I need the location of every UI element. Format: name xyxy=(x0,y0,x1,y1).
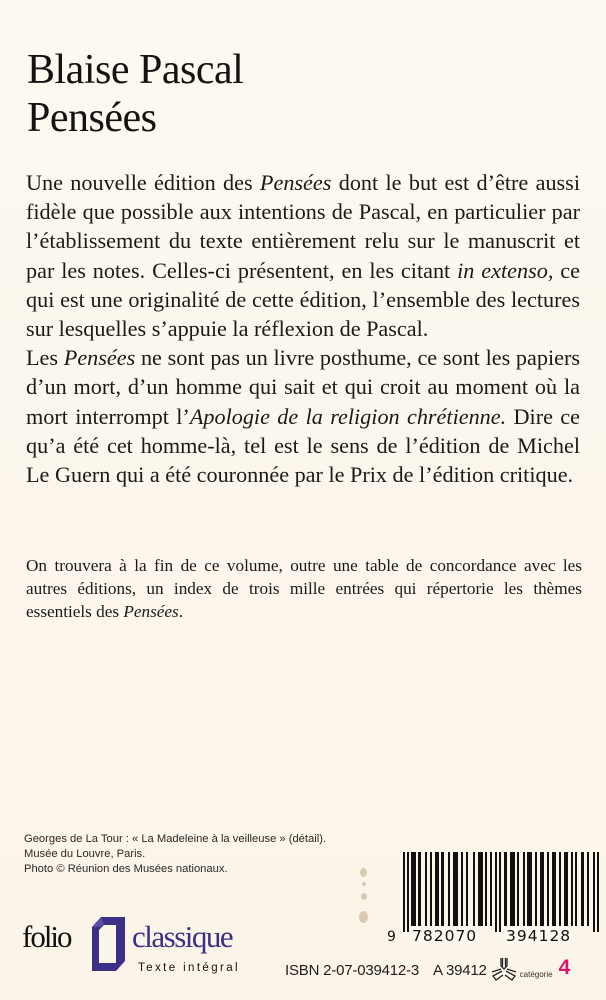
barcode-group-1: 782070 xyxy=(412,927,478,945)
text: . xyxy=(178,602,184,621)
open-books-icon xyxy=(489,957,519,983)
catalog-code: A 39412 xyxy=(433,961,487,979)
blurb xyxy=(26,168,580,489)
italic-title: Pensées xyxy=(259,170,332,195)
italic-phrase: in extenso, xyxy=(457,257,554,283)
barcode-bars xyxy=(403,852,599,932)
blurb-paragraph-1 xyxy=(26,168,580,343)
folio-book-mark-icon xyxy=(89,917,129,971)
text: ce qui est une originalité de cette édition, l’ensemble des lectures sur lesquelles s’appuie la réflexion de Pascal. xyxy=(26,257,580,342)
isbn: ISBN 2-07-039412-3 xyxy=(285,961,419,979)
barcode-first-digit: 9 xyxy=(387,929,396,945)
italic-title: Pensées xyxy=(63,345,136,371)
barcode xyxy=(387,852,599,945)
blurb-paragraph-2 xyxy=(26,343,580,489)
text: Une nouvelle édition des xyxy=(26,170,260,195)
paper-stain xyxy=(358,868,370,930)
title-block xyxy=(27,46,243,142)
cover-credits xyxy=(24,832,326,877)
logo-classique-text: classique xyxy=(132,919,233,954)
barcode-group-2: 394128 xyxy=(506,927,572,945)
text: Les xyxy=(26,345,64,371)
folio-classique-logo xyxy=(22,917,252,979)
category-number: 4 xyxy=(558,956,571,979)
text: dont le but est d’être aussi fidèle que possible aux intentions de Pascal, en particulier par l’établissement du texte entièrement relu sur le manuscrit et par les notes. Celles-ci présentent, en les citant xyxy=(26,170,580,283)
text: On trouvera à la fin de ce volume, outre une table de concordance avec les autres éditions, un index de trois mille entrées qui répertorie les thèmes essentiels des xyxy=(26,556,582,621)
text: Dire ce qu’a été cet homme-là, tel est le sens de l’édition de Michel Le Guern qui a été couronnée par le Prix de l’édition critique. xyxy=(26,403,580,488)
text: ne sont pas un livre posthume, ce sont les papiers d’un mort, d’un homme qui sait et qui croit au moment où la mort interrompt l’ xyxy=(26,345,580,429)
book-title: Pensées xyxy=(27,95,157,141)
credit-line: Musée du Louvre, Paris. xyxy=(24,848,146,860)
note-paragraph xyxy=(26,554,582,623)
italic-title: Pensées xyxy=(123,602,179,621)
logo-folio-text: folio xyxy=(22,919,71,954)
isbn-line xyxy=(285,957,570,983)
category-label: catégorie xyxy=(519,969,553,979)
index-note xyxy=(26,554,582,623)
logo-tagline: Texte intégral xyxy=(138,962,240,974)
author-name: Blaise Pascal xyxy=(27,47,244,93)
credit-line: Photo © Réunion des Musées nationaux. xyxy=(24,863,228,875)
italic-title: Apologie de la religion chrétienne. xyxy=(189,403,507,429)
credit-line: Georges de La Tour : « La Madeleine à la veilleuse » (détail). xyxy=(24,833,327,845)
